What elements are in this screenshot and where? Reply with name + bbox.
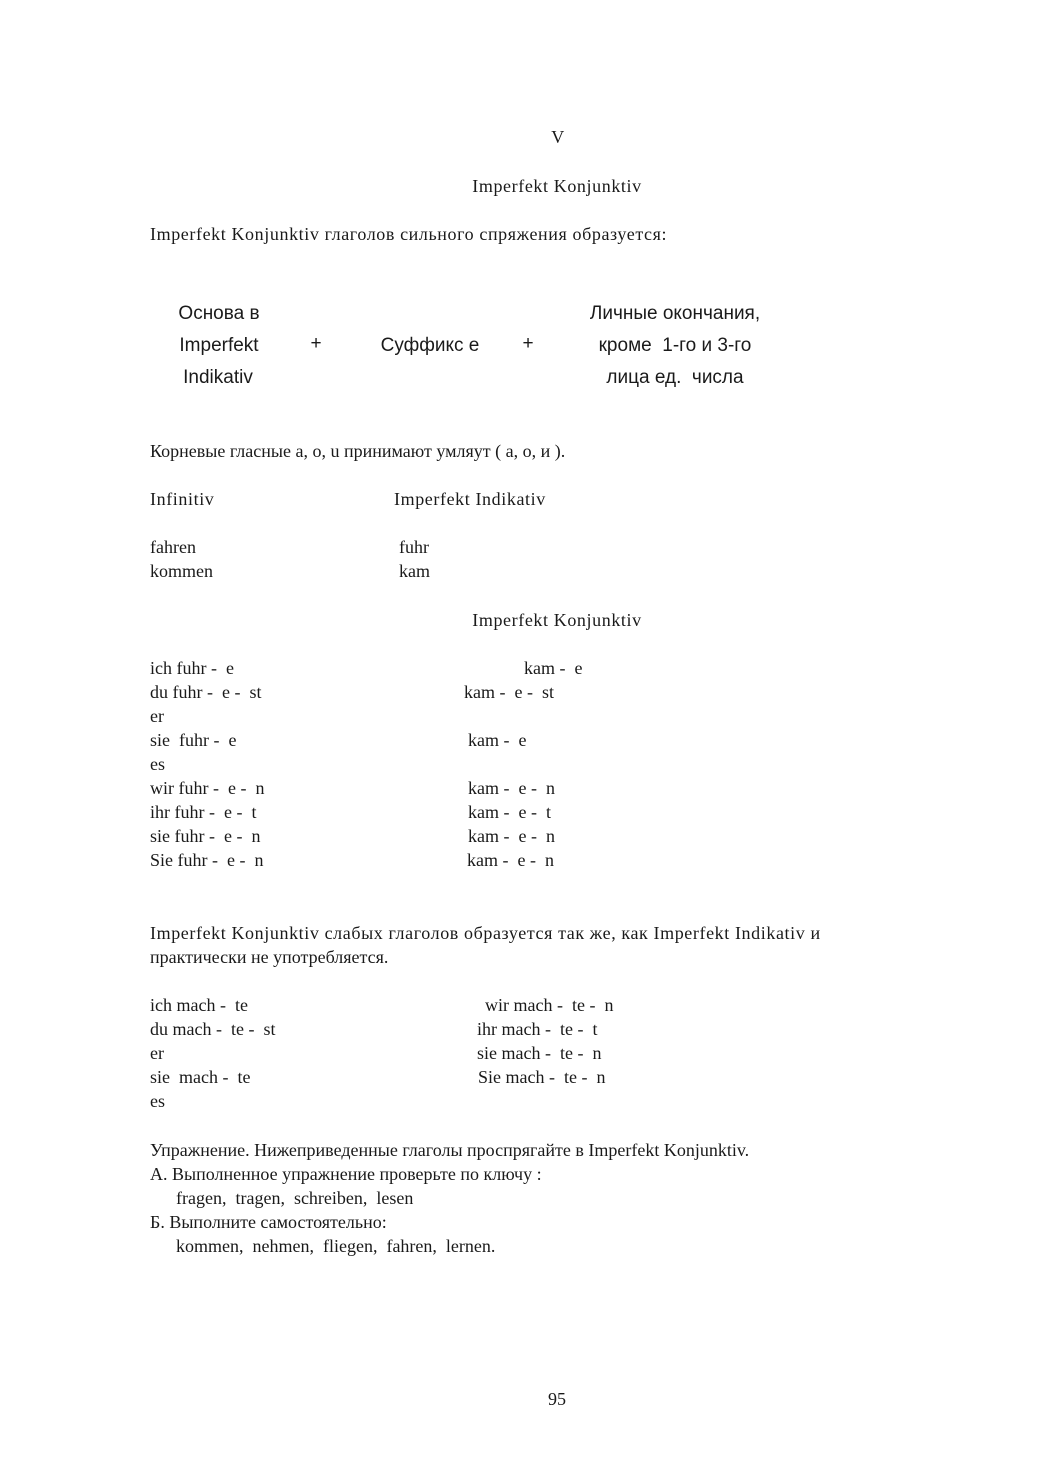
conjugation-line: kam - e - n	[468, 826, 555, 846]
page-number: 95	[548, 1389, 566, 1409]
conjugation-line: Sie fuhr - e - n	[150, 850, 264, 870]
formula-stem-line-3: Indikativ	[183, 367, 253, 388]
table-header-infinitiv: Infinitiv	[150, 489, 215, 509]
conjugation-line: er	[150, 1043, 164, 1063]
formula-stem-line-1: Основа в	[178, 303, 260, 324]
conjugation-line: sie fuhr - e	[150, 730, 237, 750]
conjugation-line: kam - e	[524, 658, 583, 678]
conjugation-line: kam - e - n	[467, 850, 554, 870]
conjugation-line: kam - e - t	[468, 802, 551, 822]
conjugation-line: er	[150, 706, 164, 726]
conjugation-line: sie mach - te - n	[477, 1043, 602, 1063]
conjugation-line: ihr fuhr - e - t	[150, 802, 257, 822]
conjugation-line: wir fuhr - e - n	[150, 778, 265, 798]
exercise-title: Упражнение. Нижеприведенные глаголы проспрягайте в Imperfekt Konjunktiv.	[150, 1140, 750, 1160]
umlaut-note: Корневые гласные а, о, u принимают умляут ( а, о, и ).	[150, 441, 566, 461]
conjugation-line: kam - e - st	[464, 682, 554, 702]
weak-note-line-2: практически не употребляется.	[150, 947, 389, 967]
table-header-imperfekt-indikativ: Imperfekt Indikativ	[394, 489, 546, 509]
conjugation-line: ich mach - te	[150, 995, 248, 1015]
verb-imperfekt: fuhr	[399, 537, 429, 557]
conjugation-line: es	[150, 1091, 165, 1111]
exercise-part-a: А. Выполненное упражнение проверьте по ключу :	[150, 1164, 542, 1184]
conjugation-line: es	[150, 754, 165, 774]
exercise-part-a-verbs: fragen, tragen, schreiben, lesen	[176, 1188, 414, 1208]
conjugation-line: du mach - te - st	[150, 1019, 276, 1039]
formula-stem-line-2: Imperfekt	[179, 335, 259, 356]
conjugation-line: ihr mach - te - t	[477, 1019, 598, 1039]
formula-plus-1: +	[310, 333, 322, 354]
chapter-numeral: V	[551, 127, 565, 147]
formula-endings-line-1: Личные окончания,	[589, 303, 761, 324]
verb-infinitive: kommen	[150, 561, 213, 581]
formula-endings-line-3: лица ед. числа	[606, 367, 744, 388]
conjugation-line: kam - e - n	[468, 778, 555, 798]
conjugation-line: ich fuhr - e	[150, 658, 234, 678]
formula-plus-2: +	[522, 333, 534, 354]
subtitle-imperfekt-konjunktiv: Imperfekt Konjunktiv	[472, 610, 642, 630]
exercise-part-b-verbs: kommen, nehmen, fliegen, fahren, lernen.	[176, 1236, 496, 1256]
conjugation-line: wir mach - te - n	[485, 995, 614, 1015]
conjugation-line: du fuhr - e - st	[150, 682, 262, 702]
conjugation-line: Sie mach - te - n	[478, 1067, 606, 1087]
verb-imperfekt: kam	[399, 561, 430, 581]
formula-suffix: Суффикс е	[380, 335, 480, 356]
section-title: Imperfekt Konjunktiv	[472, 176, 642, 196]
formula-endings-line-2: кроме 1-го и 3-го	[598, 335, 752, 356]
verb-infinitive: fahren	[150, 537, 196, 557]
conjugation-line: kam - e	[468, 730, 527, 750]
exercise-part-b: Б. Выполните самостоятельно:	[150, 1212, 387, 1232]
conjugation-line: sie mach - te	[150, 1067, 251, 1087]
intro-text: Imperfekt Konjunktiv глаголов сильного спряжения образуется:	[150, 224, 668, 244]
weak-note-line-1: Imperfekt Konjunktiv слабых глаголов образуется так же, как Imperfekt Indikativ и	[150, 923, 821, 943]
conjugation-line: sie fuhr - e - n	[150, 826, 261, 846]
